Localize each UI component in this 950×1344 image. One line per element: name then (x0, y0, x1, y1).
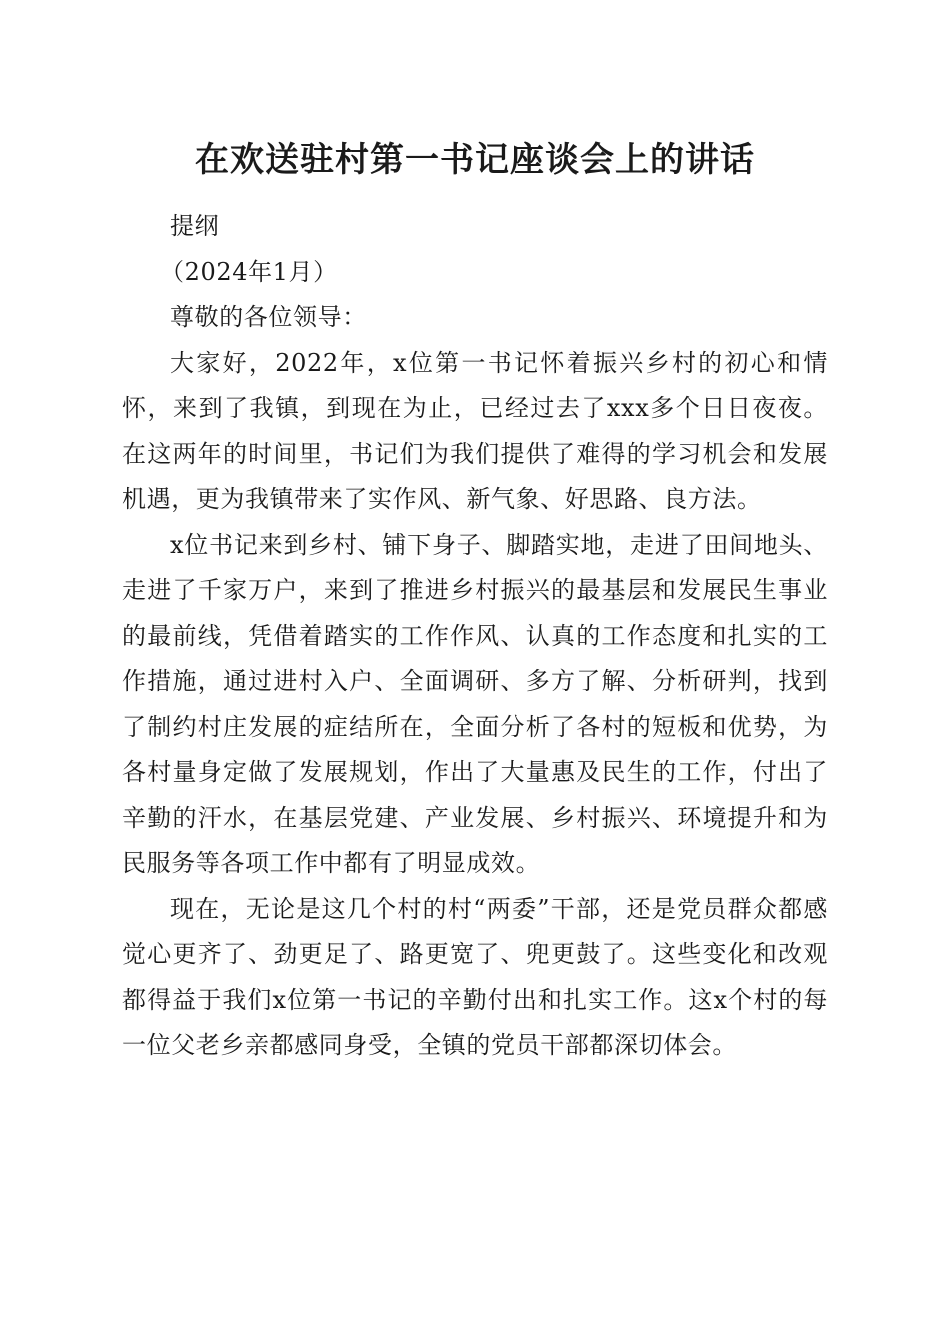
document-date: （2024年1月） (160, 257, 338, 286)
salutation: 尊敬的各位领导： (170, 303, 367, 331)
outline-label: 提纲 (170, 212, 220, 240)
paragraph-2: x位书记来到乡村、铺下身子、脚踏实地，走进了田间地头、走进了千家万户，来到了推进乡村振兴的最基层和发展民生事业的最前线，凭借着踏实的工作作风、认真的工作态度和扎实的工作措施，通过进村入户、全面调研、多方了解、分析研判，找到了制约村庄发展的症结所在，全面分析了各村的短板和优势，为各村量身定做了发展规划，作出了大量惠及民生的工作，付出了辛勤的汗水，在基层党建、产业发展、乡村振兴、环境提升和为民服务等各项工作中都有了明显成效。 (122, 530, 828, 877)
paragraph-1: 大家好，2022年，x位第一书记怀着振兴乡村的初心和情怀，来到了我镇，到现在为止，已经过去了xxx多个日日夜夜。在这两年的时间里，书记们为我们提供了难得的学习机会和发展机遇，更为我镇带来了实作风、新气象、好思路、良方法。 (122, 348, 828, 513)
paragraph-3: 现在，无论是这几个村的村“两委”干部，还是党员群众都感觉心更齐了、劲更足了、路更宽了、兜更鼓了。这些变化和改观都得益于我们x位第一书记的辛勤付出和扎实工作。这x个村的每一位父老乡亲都感同身受，全镇的党员干部都深切体会。 (122, 894, 828, 1059)
document-title: 在欢送驻村第一书记座谈会上的讲话 (195, 140, 755, 180)
document-body (122, 204, 828, 1069)
